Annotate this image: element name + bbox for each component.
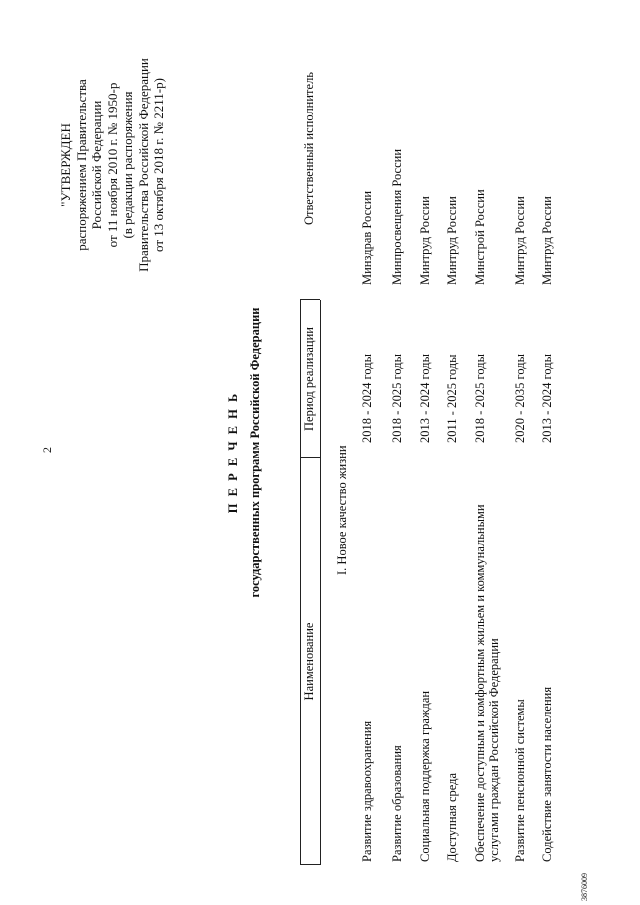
row-name: Развитие образования [390, 745, 404, 862]
document-subtitle: государственных программ Российской Федерации [248, 307, 262, 598]
row-period: 2018 - 2025 годы [390, 353, 404, 443]
row-name: Социальная поддержка граждан [418, 690, 432, 862]
section-heading: I. Новое качество жизни [335, 445, 349, 575]
approval-line: от 13 октября 2018 г. № 2211-р) [151, 78, 166, 252]
row-period: 2013 - 2024 годы [418, 353, 432, 443]
approval-stamp [58, 25, 167, 305]
row-name: Развитие здравоохранения [360, 720, 374, 862]
row-name: Обеспечение доступным и комфортным жильем и коммунальными услугами граждан Российской Федерации [473, 504, 501, 862]
approval-line: "УТВЕРЖДЕН [58, 123, 73, 207]
row-executor: Минпросвещения России [390, 148, 404, 285]
document-code: 3876009 [580, 873, 589, 901]
row-name: Доступная среда [445, 772, 459, 862]
row-name: Содействие занятости населения [540, 686, 554, 862]
row-executor: Минтруд России [540, 196, 554, 285]
approval-line: Правительства Российской Федерации [135, 58, 151, 272]
approval-line: распоряжением Правительства [73, 79, 89, 251]
row-period: 2020 - 2035 годы [513, 353, 527, 443]
row-executor: Минстрой России [473, 189, 487, 285]
header-name: Наименование [302, 622, 316, 701]
approval-line: Российской Федерации [89, 100, 104, 230]
row-period: 2018 - 2025 годы [473, 353, 487, 443]
row-executor: Минтруд России [445, 196, 459, 285]
row-period: 2018 - 2024 годы [360, 353, 374, 443]
approval-line: от 11 ноября 2010 г. № 1950-р [104, 82, 120, 248]
row-name: Развитие пенсионной системы [513, 699, 527, 862]
row-executor: Минтруд России [513, 196, 527, 285]
row-executor: Минздрав России [360, 190, 374, 285]
row-executor: Минтруд России [418, 196, 432, 285]
page-number: 2 [40, 447, 54, 453]
table-top-rule [300, 300, 301, 865]
approval-line: (в редакции распоряжения [120, 91, 135, 239]
row-period: 2013 - 2024 годы [540, 353, 554, 443]
table-header-rule [320, 300, 321, 865]
header-executor: Ответственный исполнитель [302, 71, 316, 226]
header-period: Период реализации [302, 327, 316, 431]
document-title: П Е Р Е Ч Е Н Ь [226, 391, 240, 514]
row-period: 2011 - 2025 годы [445, 354, 459, 443]
